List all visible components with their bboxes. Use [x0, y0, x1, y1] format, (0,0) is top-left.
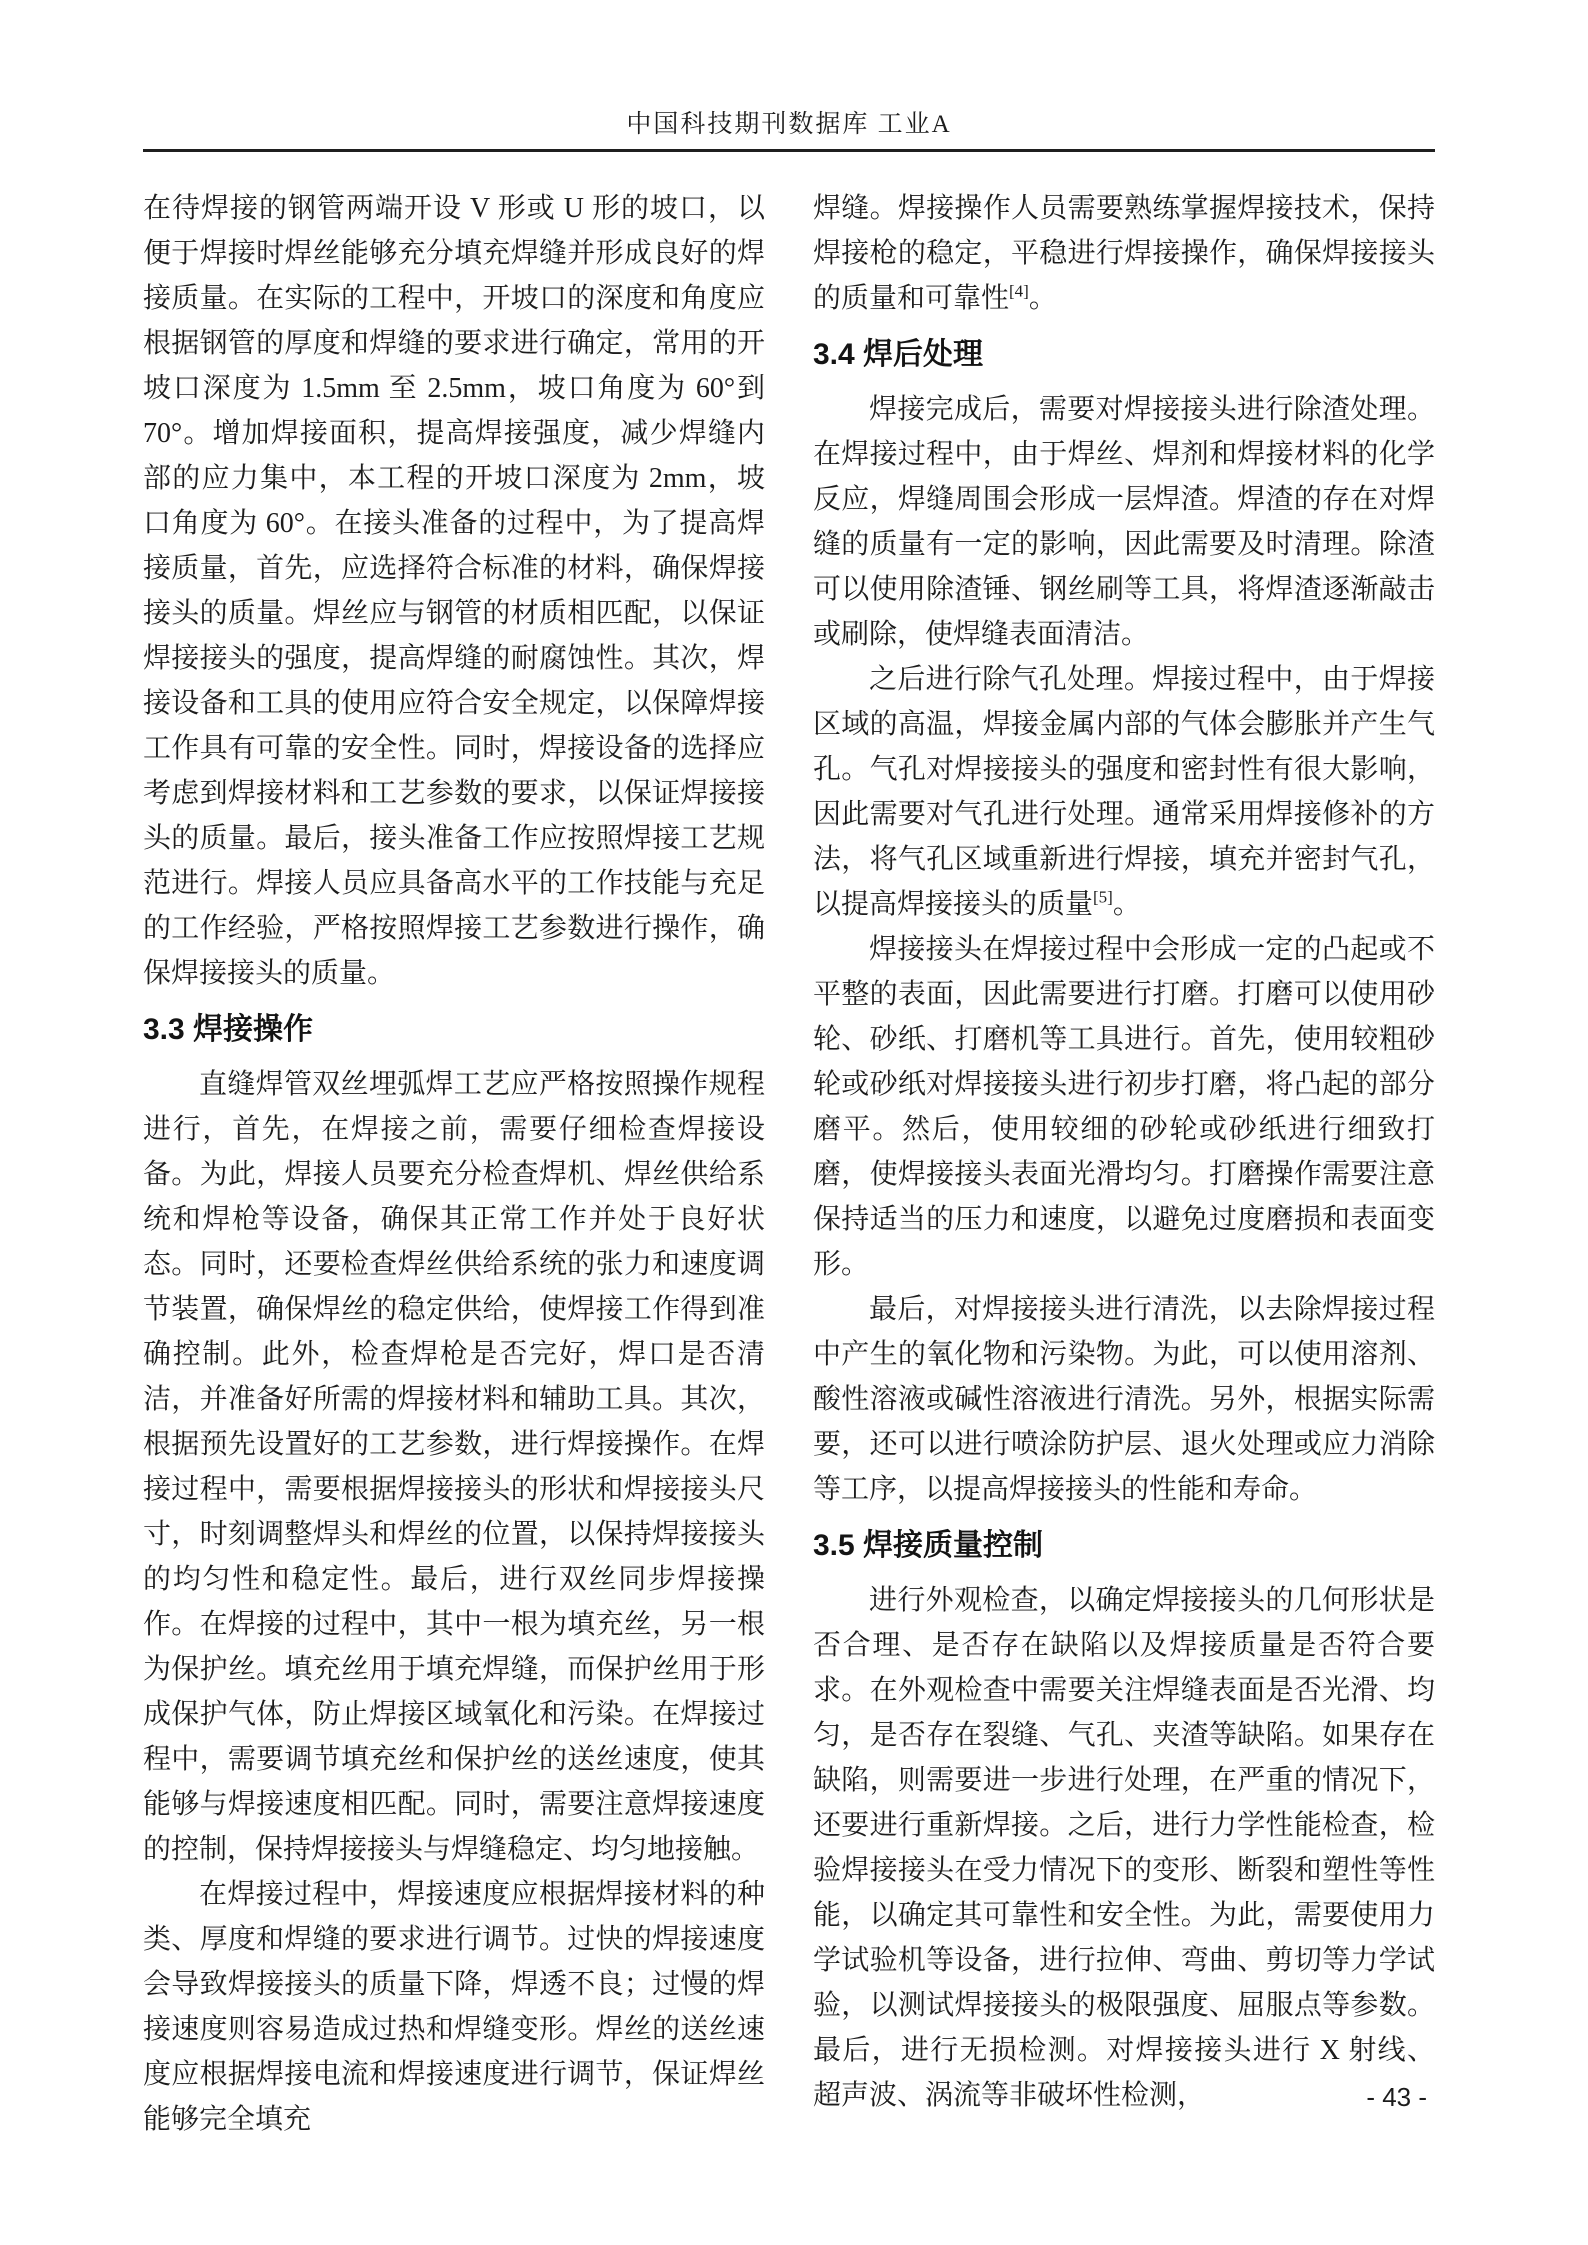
paragraph: 焊接完成后，需要对焊接接头进行除渣处理。在焊接过程中，由于焊丝、焊剂和焊接材料的化学反应，焊缝周围会形成一层焊渣。焊渣的存在对焊缝的质量有一定的影响，因此需要及时清理。除渣可以使用除渣锤、钢丝刷等工具，将焊渣逐渐敲击或刷除，使焊缝表面清洁。 [813, 394, 1435, 650]
header-divider [143, 149, 1435, 152]
page-number: - 43 - [1366, 2082, 1427, 2112]
text-column-left [143, 186, 765, 2142]
section-heading: 3.5 焊接质量控制 [813, 1529, 1044, 1562]
citation-ref: [4] [1009, 281, 1029, 301]
paragraph: 最后，对焊接接头进行清洗，以去除焊接过程中产生的氧化物和污染物。为此，可以使用溶剂、酸性溶液或碱性溶液进行清洗。另外，根据实际需要，还可以进行喷涂防护层、退火处理或应力消除等工序，以提高焊接接头的性能和寿命。 [813, 1294, 1435, 1505]
journal-header: 中国科技期刊数据库 工业A [626, 111, 952, 138]
paragraph: 在焊接过程中，焊接速度应根据焊接材料的种类、厚度和焊缝的要求进行调节。过快的焊接速度会导致焊接接头的质量下降，焊透不良；过慢的焊接速度则容易造成过热和焊缝变形。焊丝的送丝速度应根据焊接电流和焊接速度进行调节，保证焊丝能够完全填充 [143, 1879, 765, 2135]
paragraph: 之后进行除气孔处理。焊接过程中，由于焊接区域的高温，焊接金属内部的气体会膨胀并产生气孔。气孔对焊接接头的强度和密封性有很大影响，因此需要对气孔进行处理。通常采用焊接修补的方法，将气孔区域重新进行焊接，填充并密封气孔，以提高焊接接头的质量[5]。 [813, 664, 1435, 920]
section-heading: 3.4 焊后处理 [813, 338, 984, 371]
paragraph: 直缝焊管双丝埋弧焊工艺应严格按照操作规程进行，首先，在焊接之前，需要仔细检查焊接设备。为此，焊接人员要充分检查焊机、焊丝供给系统和焊枪等设备，确保其正常工作并处于良好状态。同时，还要检查焊丝供给系统的张力和速度调节装置，确保焊丝的稳定供给，使焊接工作得到准确控制。此外，检查焊枪是否完好，焊口是否清洁，并准备好所需的焊接材料和辅助工具。其次，根据预先设置好的工艺参数，进行焊接操作。在焊接过程中，需要根据焊接接头的形状和焊接接头尺寸，时刻调整焊头和焊丝的位置，以保持焊接接头的均匀性和稳定性。最后，进行双丝同步焊接操作。在焊接的过程中，其中一根为填充丝，另一根为保护丝。填充丝用于填充焊缝，而保护丝用于形成保护气体，防止焊接区域氧化和污染。在焊接过程中，需要调节填充丝和保护丝的送丝速度，使其能够与焊接速度相匹配。同时，需要注意焊接速度的控制，保持焊接接头与焊缝稳定、均匀地接触。 [143, 1069, 765, 1865]
article-body [143, 186, 1435, 2142]
paragraph: 焊接接头在焊接过程中会形成一定的凸起或不平整的表面，因此需要进行打磨。打磨可以使用砂轮、砂纸、打磨机等工具进行。首先，使用较粗砂轮或砂纸对焊接接头进行初步打磨，将凸起的部分磨平。然后，使用较细的砂轮或砂纸进行细致打磨，使焊接接头表面光滑均匀。打磨操作需要注意保持适当的压力和速度，以避免过度磨损和表面变形。 [813, 934, 1435, 1280]
paragraph: 进行外观检查，以确定焊接接头的几何形状是否合理、是否存在缺陷以及焊接质量是否符合要求。在外观检查中需要关注焊缝表面是否光滑、均匀，是否存在裂缝、气孔、夹渣等缺陷。如果存在缺陷，则需要进一步进行处理，在严重的情况下，还要进行重新焊接。之后，进行力学性能检查，检验焊接接头在受力情况下的变形、断裂和塑性等性能，以确定其可靠性和安全性。为此，需要使用力学试验机等设备，进行拉伸、弯曲、剪切等力学试验，以测试焊接接头的极限强度、屈服点等参数。最后，进行无损检测。对焊接接头进行 X 射线、超声波、涡流等非破坏性检测， [813, 1585, 1435, 2111]
citation-ref: [5] [1093, 887, 1113, 907]
text-column-right [813, 186, 1435, 2142]
paragraph: 焊缝。焊接操作人员需要熟练掌握焊接技术，保持焊接枪的稳定，平稳进行焊接操作，确保焊接接头的质量和可靠性[4]。 [813, 193, 1435, 314]
section-heading: 3.3 焊接操作 [143, 1013, 314, 1046]
paragraph: 在待焊接的钢管两端开设 V 形或 U 形的坡口，以便于焊接时焊丝能够充分填充焊缝并形成良好的焊接质量。在实际的工程中，开坡口的深度和角度应根据钢管的厚度和焊缝的要求进行确定，常用的开坡口深度为 1.5mm 至 2.5mm，坡口角度为 60°到 70°。增加焊接面积，提高焊接强度，减少焊缝内部的应力集中，本工程的开坡口深度为 2mm，坡口角度为 60°。在接头准备的过程中，为了提高焊接质量，首先，应选择符合标准的材料，确保焊接接头的质量。焊丝应与钢管的材质相匹配，以保证焊接接头的强度，提高焊缝的耐腐蚀性。其次，焊接设备和工具的使用应符合安全规定，以保障焊接工作具有可靠的安全性。同时，焊接设备的选择应考虑到焊接材料和工艺参数的要求，以保证焊接接头的质量。最后，接头准备工作应按照焊接工艺规范进行。焊接人员应具备高水平的工作技能与充足的工作经验，严格按照焊接工艺参数进行操作，确保焊接接头的质量。 [143, 193, 765, 989]
